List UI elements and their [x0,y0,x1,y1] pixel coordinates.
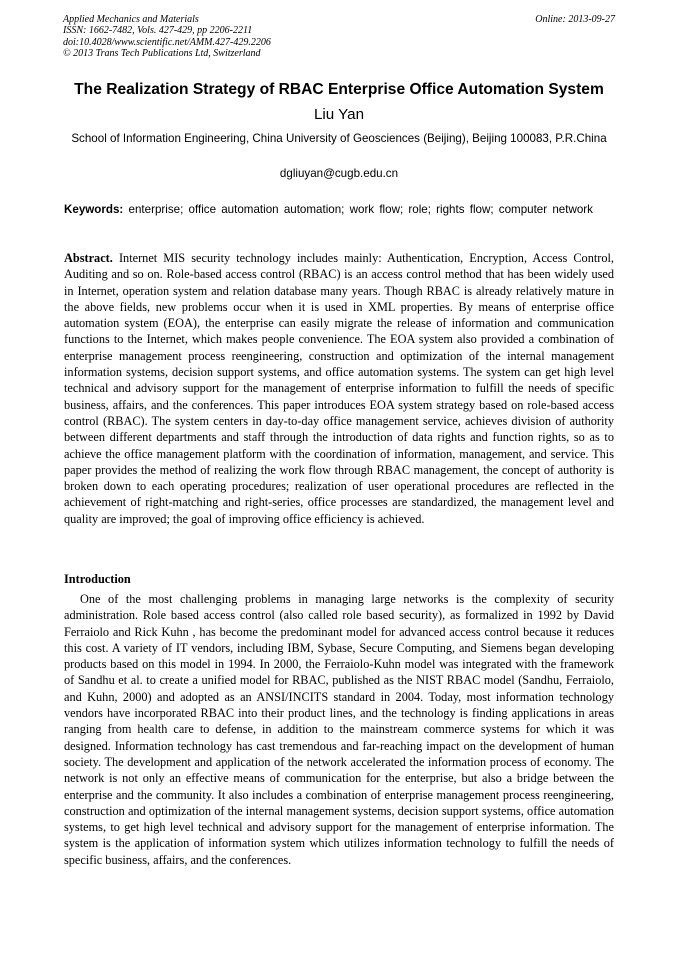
doi-line: doi:10.4028/www.scientific.net/AMM.427-429.2206 [63,36,271,48]
author-email: dgliuyan@cugb.edu.cn [279,167,399,180]
journal-name: Applied Mechanics and Materials [63,14,199,25]
abstract-label: Abstract. [64,251,113,265]
paper-title: The Realization Strategy of RBAC Enterprise Office Automation System [74,81,604,98]
affiliation: School of Information Engineering, China University of Geosciences (Beijing), Beijing 100083, P.R.China [71,132,607,145]
section-heading-introduction: Introduction [64,572,131,586]
keywords-text: enterprise; office automation automation; work flow; role; rights flow; computer network [128,203,593,216]
abstract-text: Internet MIS security technology includes mainly: Authentication, Encryption, Access Control, Auditing and so on. Role-based access control (RBAC) is an access control method that has been widely used in Internet, operation system and relation database many years. Though RBAC is already relatively mature in the above fields, new problems occur when it is used in XML properties. By means of enterprise office automation system (EOA), the enterprise can easily migrate the release of information and communication functions to the Internet, which makes people convenience. The EOA system also provided a combination of enterprise management process reengineering, construction and optimization of the internal management information systems, decision support systems, and office automation systems. The system can get high level technical and advisory support for the management of enterprise information to fulfill the needs of specific business, affairs, and the conferences. This paper introduces EOA system strategy based on role-based access control (RBAC). The system centers in day-to-day office management service, achieves division of authority between different departments and staff through the introduction of data rights and function rights, so as to achieve the office management platform with the coordination of information, management, and service. This paper provides the method of realizing the work flow through RBAC management, the concept of authority is broken down to each operating procedures; realization of user operational procedures are reflected in the achievement of right-matching and right-series, office processes are standardized, the management level and quality are improved; the goal of improving office efficiency is achieved. [64,251,615,526]
author-name: Liu Yan [313,106,365,123]
journal-header [63,14,271,60]
copyright-line: © 2013 Trans Tech Publications Ltd, Switzerland [63,48,261,60]
keywords-label: Keywords: [64,203,124,216]
introduction-paragraph: One of the most challenging problems in managing large networks is the complexity of security administration. Role based access control (also called role based security), as formalized in 1992 by David Ferraiolo and Rick Kuhn , has become the predominant model for advanced access control because it reduces this cost. A variety of IT vendors, including IBM, Sybase, Secure Computing, and Siemens began developing products based on this model in 1994. In 2000, the Ferraiolo-Kuhn model was integrated with the framework of Sandhu et al. to create a unified model for RBAC, published as the NIST RBAC model (Sandhu, Ferraiolo, and Kuhn, 2000) and adopted as an ANSI/INCITS standard in 2004. Today, most information technology vendors have incorporated RBAC into their product lines, and the technology is finding applications in areas ranging from health care to defense, in addition to the mainstream commerce systems for which it was designed. Information technology has cast tremendous and far-reaching impact on the development of human society. The development and application of the network accelerated the information process of economy. The network is not only an effective means of communication for the enterprise, but also a bridge between the enterprise and the community. It also includes a combination of enterprise management process reengineering, construction and optimization of the internal management systems, decision support systems, office automation systems, to get high level technical and advisory support for the management of enterprise information. The system is the application of information system which utilizes information technology to fulfill the needs of specific business, affairs, and the conferences. [64,592,614,867]
keywords-paragraph [64,202,614,218]
abstract-paragraph [64,250,614,527]
issn-line: ISSN: 1662-7482, Vols. 427-429, pp 2206-2211 [63,25,253,37]
online-date: Online: 2013-09-27 [535,14,615,25]
